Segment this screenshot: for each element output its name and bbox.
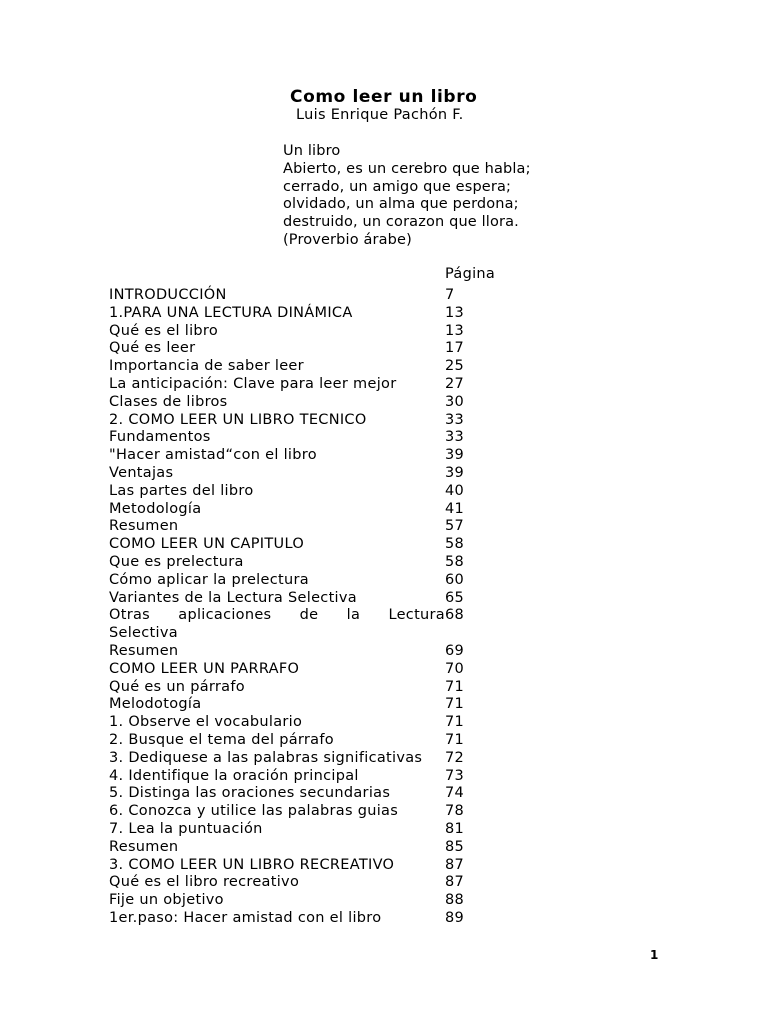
toc-entry-page: 41 <box>445 500 465 517</box>
document-author: Luis Enrique Pachón F. <box>296 107 464 123</box>
toc-entry-label: Otras aplicaciones de la Lectura <box>109 607 445 624</box>
toc-page-header: Página <box>445 266 496 282</box>
toc-entry <box>109 447 489 465</box>
toc-entry-page: 71 <box>445 731 465 748</box>
toc-entry-label: La anticipación: Clave para leer mejor <box>109 375 397 392</box>
toc-entry-page: 74 <box>445 785 465 802</box>
toc-entry <box>109 554 489 572</box>
toc-entry <box>109 394 489 412</box>
toc-entry-page: 73 <box>445 767 465 784</box>
toc-entry-page: 58 <box>445 553 465 570</box>
toc-entry-label: Ventajas <box>109 464 174 481</box>
document-title: Como leer un libro <box>290 87 478 107</box>
toc-entry-page: 40 <box>445 482 465 499</box>
toc-entry-label: 3. COMO LEER UN LIBRO RECREATIVO <box>109 856 395 873</box>
toc-entry-label: Variantes de la Lectura Selectiva <box>109 589 357 606</box>
toc-entry-label: COMO LEER UN CAPITULO <box>109 536 305 553</box>
toc-entry-page: 70 <box>445 660 465 677</box>
toc-entry <box>109 536 489 554</box>
toc-entry-label: 2. Busque el tema del párrafo <box>109 731 334 748</box>
toc-entry <box>109 696 489 714</box>
toc-entry-label-continued: Selectiva <box>109 625 178 642</box>
toc-entry-page: 25 <box>445 358 465 375</box>
toc-entry-page: 68 <box>445 607 465 624</box>
toc-entry <box>109 376 489 394</box>
toc-entry-page: 13 <box>445 322 465 339</box>
toc-entry-label: Metodología <box>109 500 202 517</box>
toc-entry <box>109 323 489 341</box>
toc-entry <box>109 732 489 750</box>
toc-entry <box>109 892 489 910</box>
toc-entry <box>109 714 489 732</box>
epigraph-poem <box>283 143 531 250</box>
toc-entry-label: Melodotogía <box>109 696 202 713</box>
toc-entry-page: 7 <box>445 287 455 303</box>
toc-entry-label: Resumen <box>109 642 179 659</box>
table-of-contents <box>109 287 489 928</box>
toc-entry <box>109 412 489 430</box>
toc-entry-page: 89 <box>445 909 465 926</box>
toc-entry-label: 7. Lea la puntuación <box>109 820 263 837</box>
toc-entry-label: COMO LEER UN PARRAFO <box>109 660 300 677</box>
toc-entry <box>109 465 489 483</box>
poem-line: Un libro <box>283 143 341 159</box>
toc-entry-label: Qué es el libro recreativo <box>109 874 300 891</box>
toc-entry <box>109 785 489 803</box>
toc-entry-label: Que es prelectura <box>109 553 244 570</box>
toc-entry <box>109 857 489 875</box>
toc-entry-page: 13 <box>445 304 465 321</box>
toc-entry-label: Qué es un párrafo <box>109 678 245 695</box>
toc-entry <box>109 607 489 625</box>
toc-entry-label: Las partes del libro <box>109 482 254 499</box>
toc-entry <box>109 358 489 376</box>
poem-line: (Proverbio árabe) <box>283 231 412 248</box>
toc-entry <box>109 839 489 857</box>
toc-entry-page: 71 <box>445 678 465 695</box>
toc-entry <box>109 750 489 768</box>
toc-entry-page: 72 <box>445 749 465 766</box>
toc-entry <box>109 679 489 697</box>
toc-entry-page: 81 <box>445 820 465 837</box>
toc-entry <box>109 518 489 536</box>
toc-entry-label: 1. Observe el vocabulario <box>109 714 303 731</box>
toc-entry-label: 2. COMO LEER UN LIBRO TECNICO <box>109 411 367 428</box>
toc-entry-page: 30 <box>445 393 465 410</box>
toc-entry-label: 3. Dediquese a las palabras significativas <box>109 749 423 766</box>
toc-entry-label: Cómo aplicar la prelectura <box>109 571 309 588</box>
toc-entry-page: 71 <box>445 696 465 713</box>
toc-entry-label: 4. Identifique la oración principal <box>109 767 359 784</box>
toc-entry-label: Fundamentos <box>109 429 211 446</box>
poem-line: olvidado, un alma que perdona; <box>283 196 519 213</box>
toc-entry-label: Importancia de saber leer <box>109 358 304 375</box>
toc-entry-page: 88 <box>445 892 465 909</box>
toc-entry <box>109 287 489 305</box>
toc-entry <box>109 590 489 608</box>
toc-entry-label: Fije un objetivo <box>109 892 224 909</box>
toc-entry-page: 39 <box>445 447 465 464</box>
toc-entry-label: 1er.paso: Hacer amistad con el libro <box>109 909 382 926</box>
toc-entry-label: 5. Distinga las oraciones secundarias <box>109 785 391 802</box>
toc-entry-page: 33 <box>445 429 465 446</box>
toc-entry <box>109 429 489 447</box>
toc-entry-page: 60 <box>445 571 465 588</box>
toc-entry <box>109 501 489 519</box>
toc-entry-label: Clases de libros <box>109 393 228 410</box>
toc-entry-page: 57 <box>445 518 465 535</box>
toc-entry-page: 69 <box>445 642 465 659</box>
toc-entry-page: 27 <box>445 375 465 392</box>
toc-entry-label: Qué es leer <box>109 340 196 357</box>
poem-line: destruido, un corazon que llora. <box>283 214 519 231</box>
toc-entry-label: Qué es el libro <box>109 322 219 339</box>
toc-entry <box>109 483 489 501</box>
toc-entry-label: INTRODUCCIÓN <box>109 287 227 303</box>
toc-entry <box>109 643 489 661</box>
toc-entry-page: 39 <box>445 464 465 481</box>
toc-entry <box>109 768 489 786</box>
toc-entry-page: 85 <box>445 838 465 855</box>
toc-entry-page: 78 <box>445 803 465 820</box>
poem-line: Abierto, es un cerebro que habla; <box>283 160 531 177</box>
toc-entry-page: 33 <box>445 411 465 428</box>
toc-entry <box>109 874 489 892</box>
toc-entry <box>109 572 489 590</box>
toc-entry <box>109 305 489 323</box>
toc-entry-page: 65 <box>445 589 465 606</box>
poem-line: cerrado, un amigo que espera; <box>283 178 512 195</box>
toc-entry <box>109 803 489 821</box>
toc-entry <box>109 661 489 679</box>
toc-entry-page: 58 <box>445 536 465 553</box>
toc-entry-label: 1.PARA UNA LECTURA DINÁMICA <box>109 304 353 321</box>
toc-entry-label: "Hacer amistad“con el libro <box>109 447 317 464</box>
toc-entry <box>109 821 489 839</box>
toc-entry-page: 87 <box>445 874 465 891</box>
page-number: 1 <box>650 948 659 962</box>
toc-entry-page: 87 <box>445 856 465 873</box>
toc-entry-label: 6. Conozca y utilice las palabras guias <box>109 803 399 820</box>
toc-entry-page: 17 <box>445 340 465 357</box>
toc-entry <box>109 910 489 928</box>
toc-entry-label: Resumen <box>109 838 179 855</box>
toc-entry <box>109 340 489 358</box>
toc-entry-label: Resumen <box>109 518 179 535</box>
toc-entry-page: 71 <box>445 714 465 731</box>
